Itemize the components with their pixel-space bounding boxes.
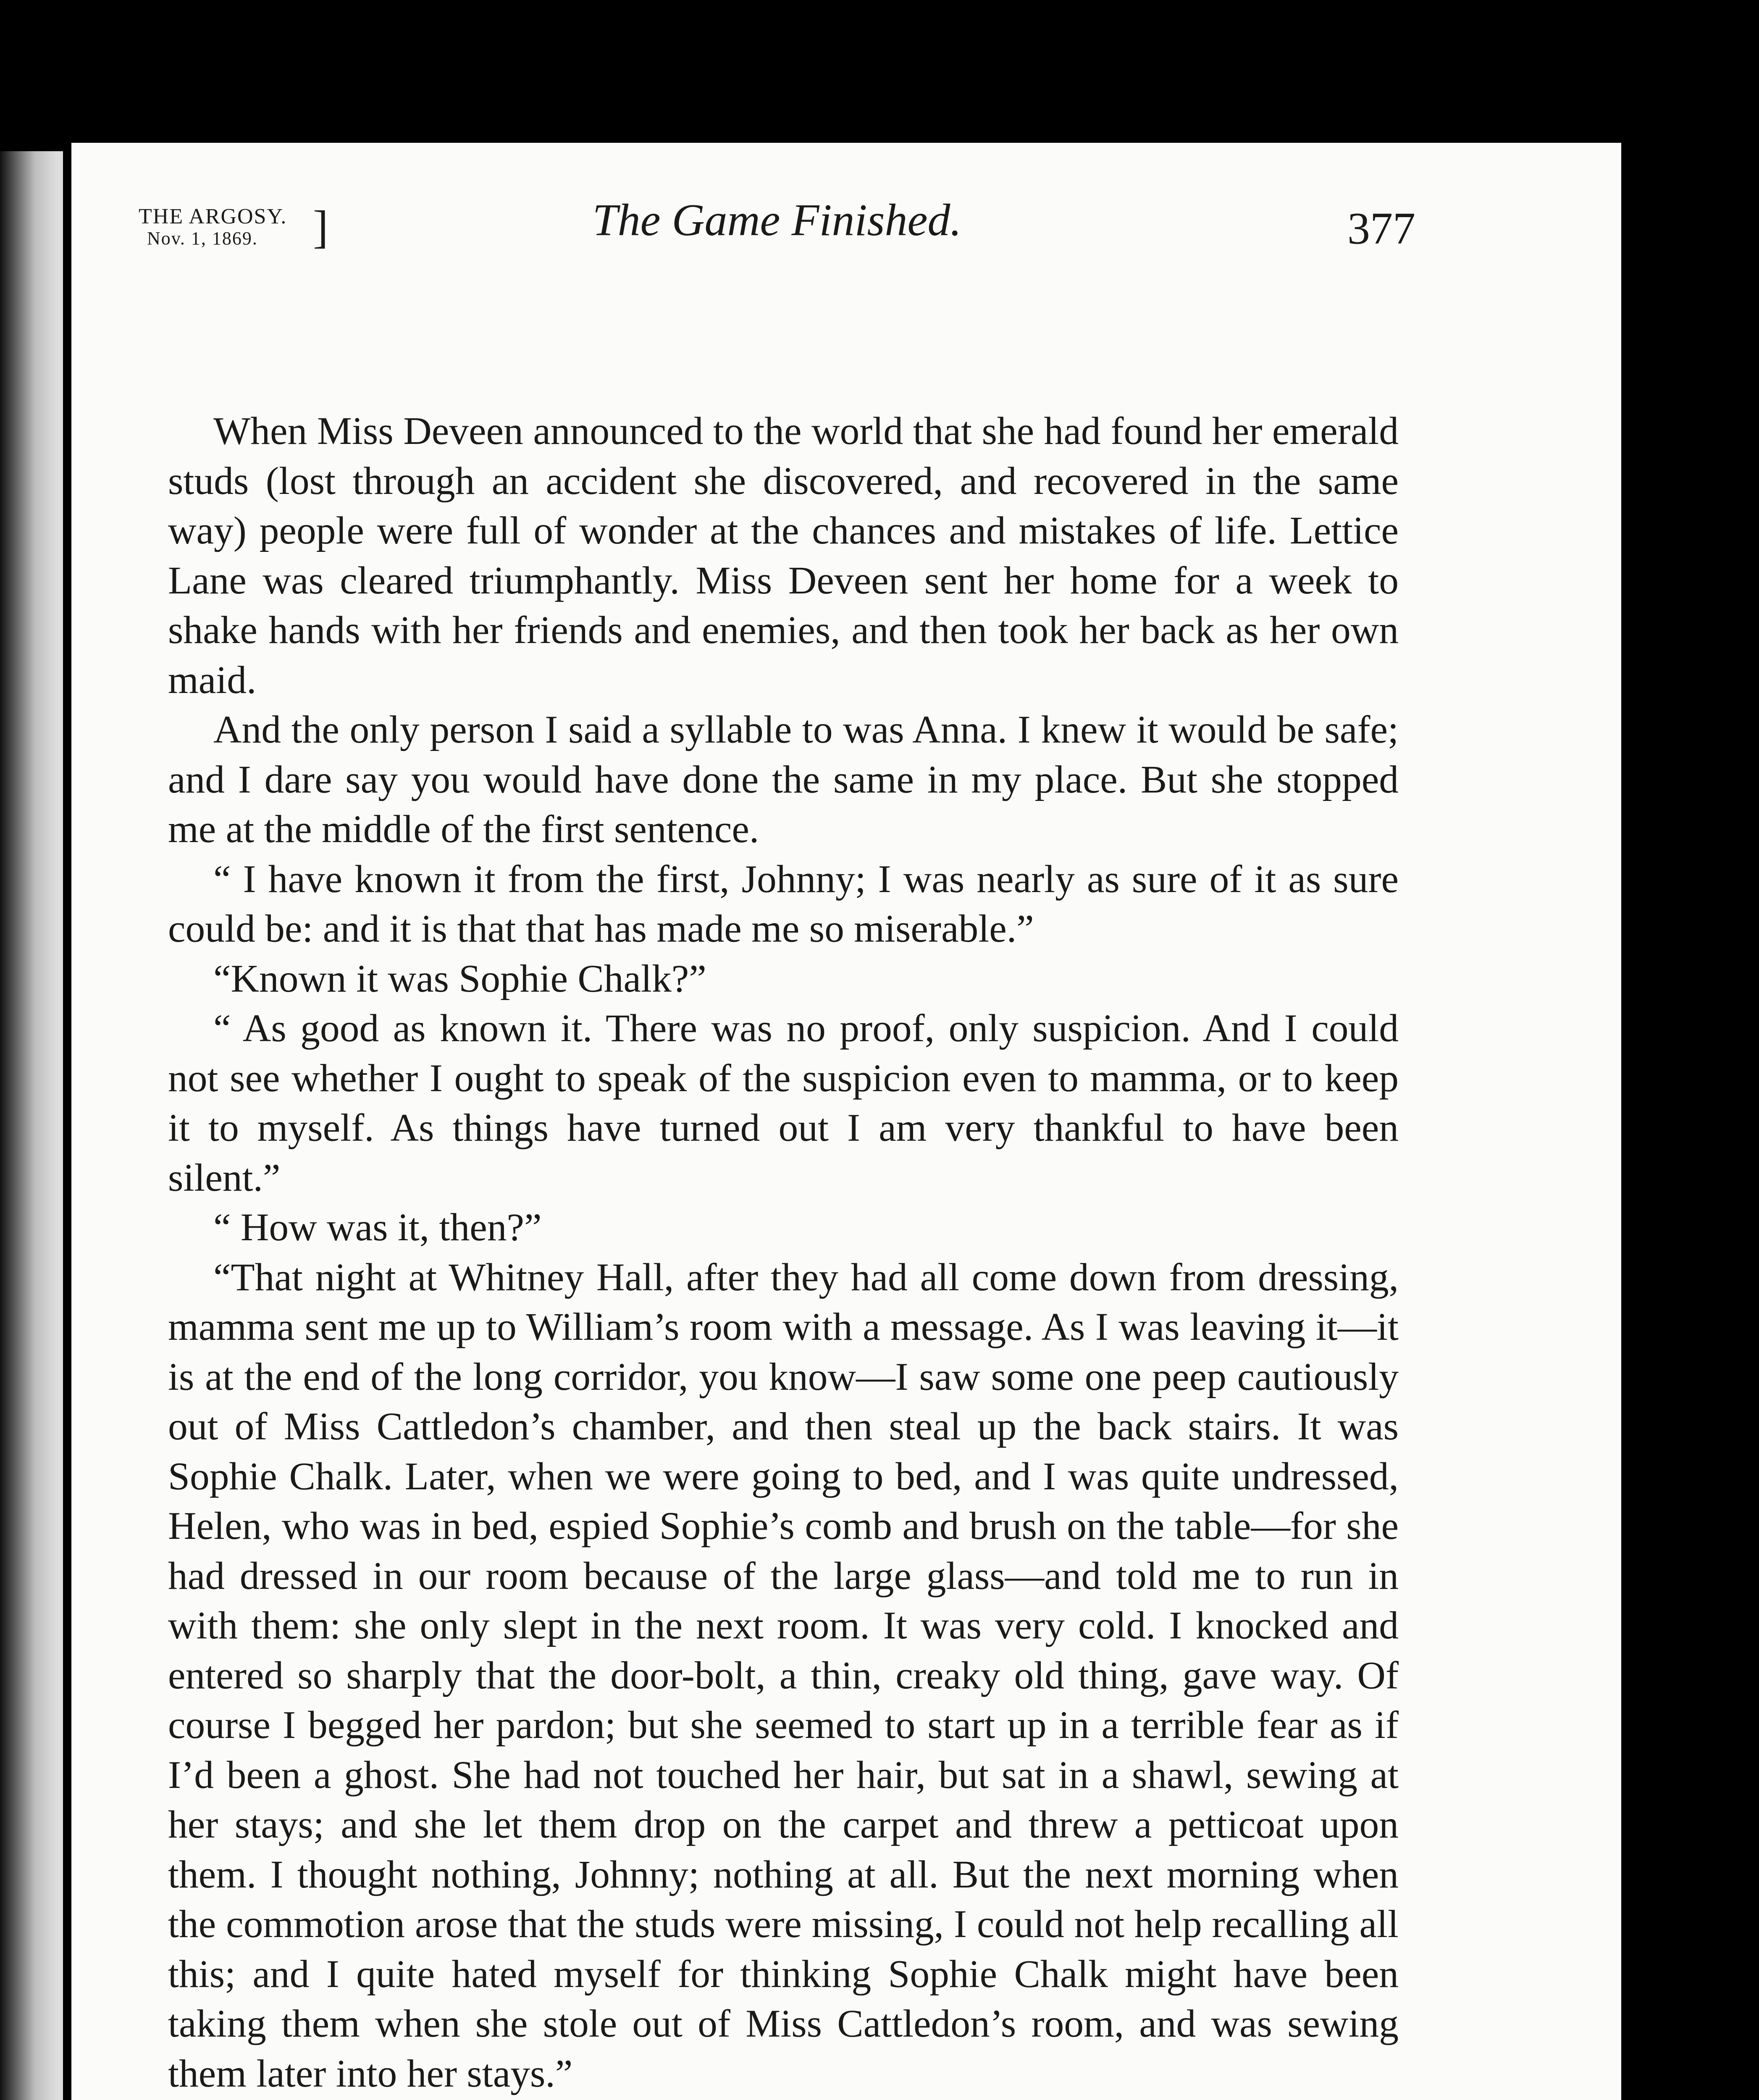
body-text xyxy=(168,407,1399,2100)
paragraph: “That night at Whitney Hall, after they had all come down from dressing, mamma sent me up to William’s room with a message. As I was leaving it—it is at the end of the long corridor, you know—I saw some one peep cautiously out of Miss Cattledon’s chamber, and then steal up the back stairs. It was Sophie Chalk. Later, when we were going to bed, and I was quite undressed, Helen, who was in bed, espied Sophie’s comb and brush on the table—for she had dressed in our room because of the large glass—and told me to run in with them: she only slept in the next room. It was very cold. I knocked and entered so sharply that the door-bolt, a thin, creaky old thing, gave way. Of course I begged her pardon; but she seemed to start up in a terrible fear as if I’d been a ghost. She had not touched her hair, but sat in a shawl, sewing at her stays; and she let them drop on the carpet and threw a petticoat upon them. I thought nothing, Johnny; nothing at all. But the next morning when the commotion arose that the studs were missing, I could not help recalling all this; and I quite hated myself for thinking Sophie Chalk might have been taking them when she stole out of Miss Cattledon’s room, and was sewing them later into her stays.” xyxy=(168,1255,1399,2095)
paragraph: “ How was it, then?” xyxy=(213,1206,542,1249)
adjacent-page-edge xyxy=(0,151,63,2100)
paragraph: When Miss Deveen announced to the world that she had found her emerald studs (lost through an accident she discovered, and recovered in the same way) people were full of wonder at the chances and mistakes of life. Lettice Lane was cleared triumphantly. Miss Deveen sent her home for a week to shake hands with her friends and enemies, and then took her back as her own maid. xyxy=(168,410,1399,702)
paragraph: “ As good as known it. There was no proof, only suspicion. And I could not see whether I ought to speak of the suspicion even to mamma, or to keep it to myself. As things have turned out I am very thankful to have been silent.” xyxy=(168,1007,1399,1200)
reference-bracket: ] xyxy=(313,201,328,252)
paragraph: And the only person I said a syllable to was Anna. I knew it would be safe; and I dare say you would have done the same in my place. But she stopped me at the middle of the first sentence. xyxy=(168,708,1399,851)
paragraph: “Known it was Sophie Chalk?” xyxy=(213,957,706,1000)
paragraph: “ I have known it from the first, Johnny; I was nearly as sure of it as sure could be: and it is that that has made me so miserable.” xyxy=(168,857,1399,950)
page-number: 377 xyxy=(1347,204,1415,254)
running-head xyxy=(139,193,1415,269)
journal-name: THE ARGOSY. xyxy=(139,205,287,228)
running-title: The Game Finished. xyxy=(592,195,962,245)
journal-date: Nov. 1, 1869. xyxy=(147,228,258,249)
